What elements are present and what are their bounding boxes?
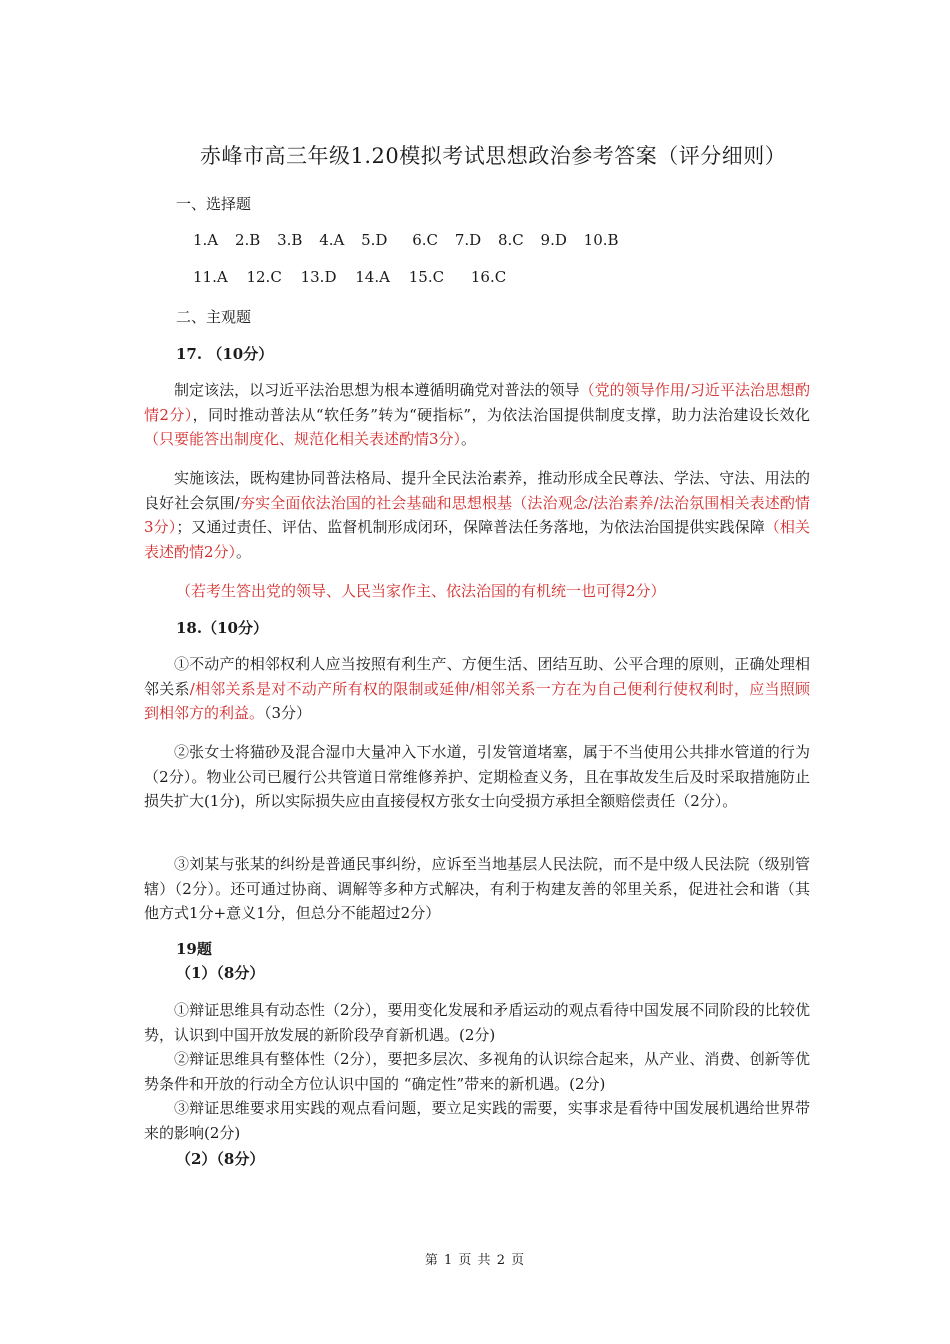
question-19-label: 19题 [176,940,212,958]
answer-item: 6.C [412,231,439,249]
section1-heading: 一、选择题 [176,195,252,213]
answer-item: 1.A [193,231,219,249]
q17-paragraph-2 [144,466,810,564]
q19-paragraph-2: ②辩证思维具有整体性（2分），要把多层次、多视角的认识综合起来，从产业、消费、创新等优势条件和开放的行动全方位认识中国的 “确定性”带来的新机遇。(2分) [144,1050,810,1093]
answer-item: 8.C [497,231,524,249]
q18-p1-text: ①不动产的相邻权利人应当按照有利生产、方便生活、团结互助、公平合理的原则，正确处理相邻关系 [144,655,810,698]
q17-p1-score: （党的领导作用/习近平法治思想酌情2分） [144,381,810,424]
answer-item: 7.D [454,231,482,249]
question-18-label: 18.（10分） [176,619,268,637]
answer-item: 5.D [361,231,388,249]
answer-item: 9.D [540,231,567,249]
q19-sub-2-label: （2）（8分） [176,1150,265,1168]
q17-p2-score: 夯实全面依法治国的社会基础和思想根基（法治观念/法治素养/法治氛围相关表述酌情3分） [144,493,810,536]
answer-item: 14.A [355,268,390,286]
page-footer: 第 1 页 共 2 页 [424,1253,526,1268]
q17-p1-end: 。 [461,430,477,448]
q18-paragraph-1 [144,652,810,726]
q17-p1-score-2: （只要能答出制度化、规范化相关表述酌情3分） [144,430,462,448]
q19-paragraph-1: ①辩证思维具有动态性（2分），要用变化发展和矛盾运动的观点看待中国发展不同阶段的比较优势，认识到中国开放发展的新阶段孕育新机遇。(2分) [144,1001,810,1044]
q17-p2-text: 实施该法，既构建协同普法格局、提升全民法治素养，推动形成全民尊法、学法、守法、用法的良好社会氛围/ [144,469,810,512]
q17-p2-text-2: ；又通过责任、评估、监督机制形成闭环，保障普法任务落地，为依法治国提供实践保障 [176,518,765,536]
answer-item: 10.B [583,231,619,249]
answer-item: 12.C [246,268,282,286]
answer-item: 13.D [300,268,337,286]
q18-p1-red: /相邻关系是对不动产所有权的限制或延伸/相邻关系一方在为自己便利行使权利时，应当照顾到相邻方的利益。 [144,679,810,722]
answer-item: 2.B [234,231,261,249]
q18-paragraph-3: ③刘某与张某的纠纷是普通民事纠纷，应诉至当地基层人民法院，而不是中级人民法院（级别管辖）（2分）。还可通过协商、调解等多种方式解决，有利于构建友善的邻里关系，促进社会和谐（其他方式1分+意义1分，但总分不能超过2分） [144,855,810,922]
answer-item: 11.A [193,268,228,286]
q18-p1-score: （3分） [264,704,312,722]
q18-paragraph-2: ②张女士将猫砂及混合湿巾大量冲入下水道，引发管道堵塞，属于不当使用公共排水管道的行为（2分）。物业公司已履行公共管道日常维修养护、定期检查义务，且在事故发生后及时采取措施防止损失扩大(1分)，所以实际损失应由直接侵权方张女士向受损方承担全额赔偿责任（2分）。 [144,743,810,810]
answer-item: 16.C [470,268,507,286]
answers-row-1 [193,231,631,249]
q17-p1-text-2: ，同时推动普法从“软任务”转为“硬指标”，为依法治国提供制度支撑，助力法治建设长效化 [192,405,810,424]
answer-item: 3.B [277,231,303,249]
section2-heading: 二、主观题 [176,308,252,326]
q17-p1-text: 制定该法，以习近平法治思想为根本遵循明确党对普法的领导 [174,381,580,399]
answers-row-2 [193,268,518,286]
q17-paragraph-1 [144,378,810,452]
q17-p2-end: 。 [236,542,252,561]
document-title: 赤峰市高三年级1.20模拟考试思想政治参考答案（评分细则） [200,144,787,168]
q19-paragraph-3: ③辩证思维要求用实践的观点看问题，要立足实践的需要，实事求是看待中国发展机遇给世界带来的影响(2分) [144,1099,810,1142]
answer-item: 4.A [319,231,345,249]
q19-sub-1-label: （1）（8分） [176,964,265,982]
q17-p2-score-2: （相关表述酌情2分） [144,518,810,561]
q17-note: （若考生答出党的领导、人民当家作主、依法治国的有机统一也可得2分） [176,582,666,600]
answer-item: 15.C [408,268,445,286]
question-17-label: 17. （10分） [176,345,274,363]
